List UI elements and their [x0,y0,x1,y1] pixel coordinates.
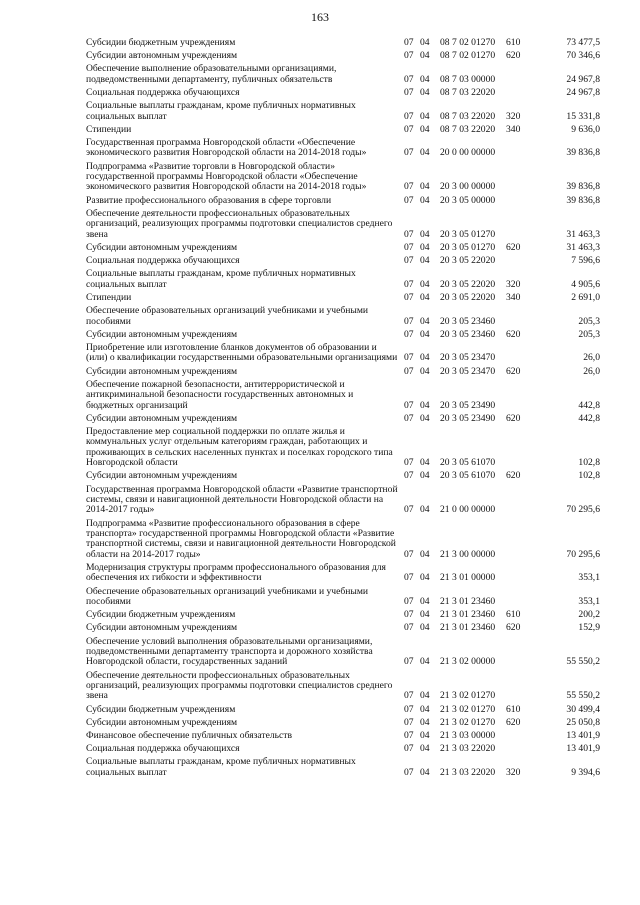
cell-sum: 39 836,8 [566,147,600,159]
cell-sub: 04 [420,412,430,424]
row-codes [404,88,600,98]
cell-sub: 04 [420,504,430,516]
cell-sub: 04 [420,37,430,48]
row-name: Обеспечение пожарной безопасности, антитеррористической и антикриминальной безопасности государственных автономных и бюджетных организаций [86,378,354,411]
cell-vr: 620 [506,622,521,634]
row-name: Субсидии автономным учреждениям [86,622,238,634]
cell-csr: 21 3 02 00000 [440,656,496,668]
table-row [86,367,600,377]
row-name: Социальная поддержка обучающихся [86,743,240,755]
cell-csr: 21 3 01 00000 [440,572,496,584]
table-row [86,718,600,728]
row-codes [404,330,600,340]
cell-sum: 25 050,8 [566,716,600,728]
table-row [86,64,600,85]
table-row [86,196,600,206]
cell-csr: 08 7 02 01270 [440,50,496,62]
table-row [86,51,600,61]
row-codes [404,51,600,61]
cell-csr: 20 3 05 61070 [440,457,496,469]
row-codes [404,505,600,515]
row-name: Предоставление мер социальной поддержки по оплате жилья и коммунальных услуг отдельным категориям граждан, работающих и проживающих в сельских населенных пунктах и поселках городского типа Новгородской области [86,425,393,469]
cell-sec: 07 [404,147,414,159]
cell-vr: 340 [506,123,521,135]
cell-sum: 13 401,9 [566,730,600,742]
cell-sum: 70 295,6 [566,548,600,560]
row-name: Социальная поддержка обучающихся [86,255,240,267]
table-row [86,610,600,620]
row-codes [404,75,600,85]
cell-csr: 21 0 00 00000 [440,504,496,516]
cell-vr: 320 [506,278,521,290]
cell-sum: 30 499,4 [566,703,600,715]
cell-sum: 353,1 [578,596,600,608]
row-name: Развитие профессионального образования в сфере торговли [86,194,332,206]
row-name: Субсидии автономным учреждениям [86,412,238,424]
cell-csr: 08 7 02 01270 [440,37,496,48]
row-codes [404,657,600,667]
cell-sum: 70 295,6 [566,504,600,516]
cell-csr: 08 7 03 22020 [440,87,496,99]
cell-csr: 20 3 05 23470 [440,365,496,377]
cell-csr: 21 3 01 23460 [440,609,496,621]
row-name: Обеспечение образовательных организаций учебниками и учебными пособиями [86,585,369,608]
row-codes [404,280,600,290]
row-name: Социальная поддержка обучающихся [86,87,240,99]
cell-sum: 7 596,6 [571,255,600,267]
cell-csr: 20 3 05 22020 [440,255,496,267]
row-name: Обеспечение деятельности профессиональных образовательных организаций, реализующих программы подготовки специалистов среднего звена [86,669,393,702]
cell-vr: 620 [506,50,521,62]
table-row [86,427,600,469]
cell-csr: 21 3 03 00000 [440,730,496,742]
cell-csr: 08 7 03 00000 [440,73,496,85]
row-name: Подпрограмма «Развитие профессионального образования в сфере транспорта» государственной программы Новгородской области «Развитие транспортной системы, связи и навигационной деятельности Новгородской области на 2014-2017 годы» [86,517,396,560]
row-name: Обеспечение условий выполнения образовательными организациями, подведомственными департаменту транспорта и дорожного хозяйства Новгородской области, государственных заданий [86,635,373,668]
row-codes [404,182,600,192]
cell-sub: 04 [420,194,430,206]
cell-sum: 9 636,0 [571,123,600,135]
cell-sub: 04 [420,228,430,240]
row-codes [404,768,600,778]
cell-csr: 21 3 01 23460 [440,596,496,608]
cell-vr: 320 [506,766,521,778]
cell-sec: 07 [404,365,414,377]
table-row [86,744,600,754]
cell-csr: 21 3 02 01270 [440,703,496,715]
cell-sum: 73 477,5 [566,37,600,48]
cell-sec: 07 [404,228,414,240]
table-row [86,414,600,424]
cell-sec: 07 [404,730,414,742]
cell-csr: 20 3 05 61070 [440,470,496,482]
cell-sum: 442,8 [578,399,600,411]
row-codes [404,243,600,253]
cell-sec: 07 [404,73,414,85]
cell-sub: 04 [420,147,430,159]
cell-sec: 07 [404,609,414,621]
cell-sec: 07 [404,412,414,424]
table-row [86,125,600,135]
row-codes [404,38,600,48]
cell-sec: 07 [404,548,414,560]
row-name: Субсидии автономным учреждениям [86,328,238,340]
cell-sub: 04 [420,352,430,364]
table-row [86,757,600,778]
row-name: Социальные выплаты гражданам, кроме публичных нормативных социальных выплат [86,268,356,290]
cell-sec: 07 [404,656,414,668]
cell-sub: 04 [420,123,430,135]
cell-sum: 102,8 [578,470,600,482]
row-codes [404,458,600,468]
table-row [86,306,600,327]
cell-csr: 21 3 02 01270 [440,716,496,728]
cell-sub: 04 [420,743,430,755]
cell-sec: 07 [404,87,414,99]
row-codes [404,550,600,560]
table-row [86,243,600,253]
cell-csr: 08 7 03 22020 [440,123,496,135]
cell-csr: 21 3 03 22020 [440,743,496,755]
cell-sec: 07 [404,572,414,584]
row-codes [404,597,600,607]
budget-table [86,38,600,778]
row-name: Субсидии бюджетным учреждениям [86,703,236,715]
cell-vr: 320 [506,110,521,122]
cell-sum: 442,8 [578,412,600,424]
cell-vr: 610 [506,609,521,621]
cell-sec: 07 [404,622,414,634]
row-codes [404,256,600,266]
row-codes [404,705,600,715]
cell-sum: 152,9 [578,622,600,634]
table-row [86,563,600,584]
cell-vr: 610 [506,703,521,715]
row-name: Субсидии автономным учреждениям [86,241,238,253]
cell-csr: 20 3 05 01270 [440,228,496,240]
cell-sec: 07 [404,766,414,778]
cell-sub: 04 [420,241,430,253]
cell-sec: 07 [404,716,414,728]
cell-csr: 20 3 05 00000 [440,194,496,206]
cell-sec: 07 [404,703,414,715]
row-codes [404,471,600,481]
row-codes [404,125,600,135]
cell-sec: 07 [404,110,414,122]
table-row [86,101,600,122]
row-name: Социальные выплаты гражданам, кроме публичных нормативных социальных выплат [86,100,356,122]
row-codes [404,573,600,583]
row-name: Стипендии [86,291,132,303]
cell-csr: 20 3 05 22020 [440,291,496,303]
cell-sec: 07 [404,123,414,135]
cell-sum: 31 463,3 [566,228,600,240]
cell-sub: 04 [420,50,430,62]
cell-sum: 39 836,8 [566,181,600,193]
row-codes [404,623,600,633]
cell-sum: 9 394,6 [571,766,600,778]
cell-vr: 620 [506,470,521,482]
table-row [86,256,600,266]
cell-sec: 07 [404,743,414,755]
row-name: Субсидии автономным учреждениям [86,716,238,728]
cell-sub: 04 [420,656,430,668]
cell-sec: 07 [404,278,414,290]
table-row [86,471,600,481]
page-number: 163 [311,10,329,24]
cell-sub: 04 [420,278,430,290]
table-row [86,269,600,290]
cell-sub: 04 [420,730,430,742]
row-codes [404,414,600,424]
cell-vr: 620 [506,241,521,253]
table-row [86,485,600,516]
table-row [86,293,600,303]
table-row [86,705,600,715]
cell-sum: 39 836,8 [566,194,600,206]
cell-sec: 07 [404,470,414,482]
cell-sum: 55 550,2 [566,690,600,702]
cell-sum: 4 905,6 [571,278,600,290]
cell-sub: 04 [420,73,430,85]
cell-sub: 04 [420,399,430,411]
row-codes [404,293,600,303]
cell-csr: 20 3 05 23490 [440,412,496,424]
cell-sec: 07 [404,241,414,253]
cell-sum: 70 346,6 [566,50,600,62]
table-row [86,38,600,48]
cell-sum: 200,2 [578,609,600,621]
table-row [86,330,600,340]
cell-sub: 04 [420,596,430,608]
cell-sec: 07 [404,690,414,702]
row-codes [404,401,600,411]
row-codes [404,610,600,620]
cell-sub: 04 [420,291,430,303]
cell-csr: 08 7 03 22020 [440,110,496,122]
table-row [86,88,600,98]
cell-vr: 610 [506,37,521,48]
cell-sub: 04 [420,690,430,702]
row-name: Обеспечение образовательных организаций учебниками и учебными пособиями [86,305,369,327]
row-name: Социальные выплаты гражданам, кроме публичных нормативных социальных выплат [86,756,356,778]
row-name: Модернизация структуры программ профессионального образования для обеспечения их гибкости и эффективности [86,562,386,584]
row-codes [404,353,600,363]
cell-sum: 26,0 [583,365,600,377]
row-codes [404,744,600,754]
cell-sum: 24 967,8 [566,73,600,85]
cell-sub: 04 [420,470,430,482]
cell-sub: 04 [420,572,430,584]
cell-sum: 13 401,9 [566,743,600,755]
row-codes [404,317,600,327]
row-codes [404,112,600,122]
cell-csr: 20 3 00 00000 [440,181,496,193]
row-name: Субсидии бюджетным учреждениям [86,37,236,48]
cell-sum: 102,8 [578,457,600,469]
cell-vr: 340 [506,291,521,303]
row-codes [404,731,600,741]
cell-sub: 04 [420,328,430,340]
row-name: Финансовое обеспечение публичных обязательств [86,730,293,742]
row-codes [404,148,600,158]
cell-sec: 07 [404,328,414,340]
cell-sum: 15 331,8 [566,110,600,122]
row-name: Государственная программа Новгородской области «Развитие транспортной системы, связи и навигационной деятельности Новгородской области на 2014-2017 годы» [86,483,398,516]
cell-vr: 620 [506,412,521,424]
table-row [86,731,600,741]
cell-sum: 55 550,2 [566,656,600,668]
cell-sub: 04 [420,181,430,193]
cell-sum: 24 967,8 [566,87,600,99]
cell-sub: 04 [420,548,430,560]
row-name: Субсидии бюджетным учреждениям [86,609,236,621]
cell-sum: 205,3 [578,315,600,327]
cell-csr: 20 3 05 01270 [440,241,496,253]
table-row [86,162,600,193]
cell-sum: 26,0 [583,352,600,364]
row-codes [404,718,600,728]
table-row [86,138,600,159]
table-row [86,587,600,608]
cell-csr: 20 3 05 23460 [440,328,496,340]
cell-sub: 04 [420,110,430,122]
cell-sub: 04 [420,622,430,634]
cell-sum: 2 691,0 [571,291,600,303]
row-name: Обеспечение выполнение образовательными организациями, подведомственными департаменту, публичных обязательств [86,63,337,85]
cell-sec: 07 [404,399,414,411]
row-name: Субсидии автономным учреждениям [86,365,238,377]
cell-csr: 20 0 00 00000 [440,147,496,159]
cell-sum: 353,1 [578,572,600,584]
table-row [86,623,600,633]
row-name: Субсидии автономным учреждениям [86,470,238,482]
row-name: Приобретение или изготовление бланков документов об образовании и (или) о квалификации государственными образовательными организациями [86,341,398,364]
row-name: Государственная программа Новгородской области «Обеспечение экономического развития Новгородской области на 2014-2018 годы» [86,137,367,159]
cell-sub: 04 [420,255,430,267]
cell-sub: 04 [420,87,430,99]
cell-sec: 07 [404,50,414,62]
cell-sec: 07 [404,194,414,206]
row-codes [404,230,600,240]
row-codes [404,367,600,377]
table-row [86,637,600,668]
table-row [86,209,600,240]
cell-vr: 620 [506,365,521,377]
cell-csr: 21 3 02 01270 [440,690,496,702]
cell-sub: 04 [420,609,430,621]
cell-sub: 04 [420,365,430,377]
cell-vr: 620 [506,328,521,340]
cell-sec: 07 [404,181,414,193]
cell-sec: 07 [404,315,414,327]
cell-sum: 205,3 [578,328,600,340]
cell-sub: 04 [420,703,430,715]
cell-sec: 07 [404,291,414,303]
cell-sec: 07 [404,352,414,364]
cell-sub: 04 [420,716,430,728]
cell-sec: 07 [404,596,414,608]
table-row [86,380,600,411]
row-name: Подпрограмма «Развитие торговли в Новгородской области» государственной программы Новгородской области «Обеспечение экономического развития Новгородской области на 2014-2018 годы» [86,160,367,193]
table-row [86,671,600,702]
cell-csr: 21 3 01 23460 [440,622,496,634]
table-row [86,519,600,561]
cell-sec: 07 [404,504,414,516]
row-name: Стипендии [86,123,132,135]
row-name: Субсидии автономным учреждениям [86,50,238,62]
cell-vr: 620 [506,716,521,728]
cell-sec: 07 [404,255,414,267]
cell-sum: 31 463,3 [566,241,600,253]
cell-csr: 21 3 03 22020 [440,766,496,778]
cell-csr: 21 3 00 00000 [440,548,496,560]
cell-sub: 04 [420,315,430,327]
row-name: Обеспечение деятельности профессиональных образовательных организаций, реализующих программы подготовки специалистов среднего звена [86,207,393,240]
table-row [86,343,600,364]
cell-csr: 20 3 05 23490 [440,399,496,411]
cell-sec: 07 [404,37,414,48]
cell-csr: 20 3 05 22020 [440,278,496,290]
cell-sub: 04 [420,457,430,469]
cell-sec: 07 [404,457,414,469]
row-codes [404,196,600,206]
cell-sub: 04 [420,766,430,778]
row-codes [404,691,600,701]
cell-csr: 20 3 05 23460 [440,315,496,327]
cell-csr: 20 3 05 23470 [440,352,496,364]
